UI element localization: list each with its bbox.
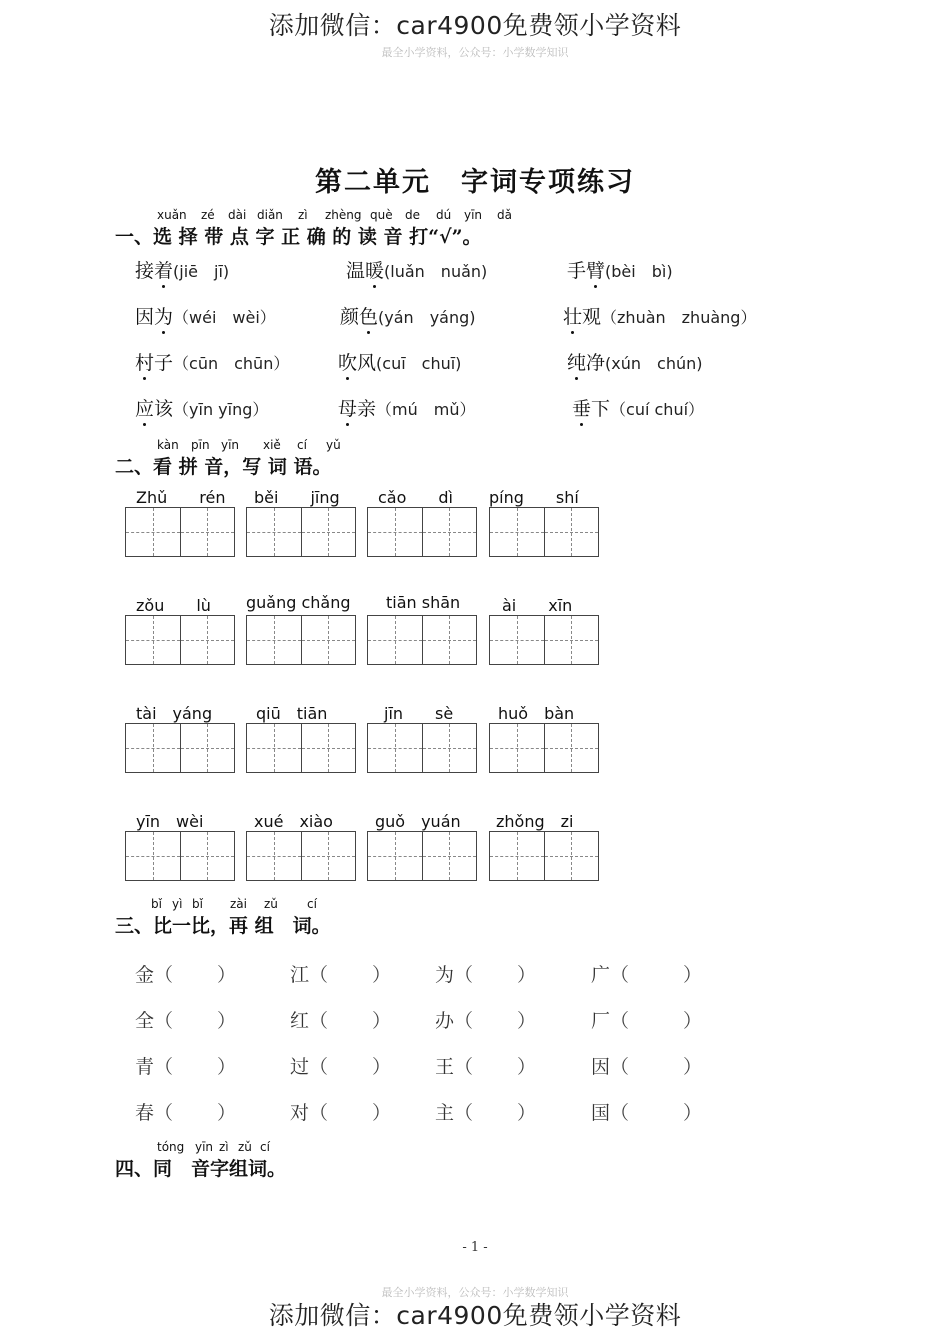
dotted-char: 色 [359, 302, 378, 329]
writing-grid[interactable] [489, 831, 599, 881]
pinyin-options[interactable]: (xún chún) [605, 354, 703, 373]
pinyin: zì [219, 1140, 229, 1154]
dotted-char: 垂 [572, 394, 591, 421]
pinyin: zì [298, 208, 308, 222]
pinyin: bǐ [151, 897, 162, 911]
watermark-top: 添加微信：car4900免费领小学资料 [268, 11, 682, 40]
choice-item: 母亲（mú mǔ） [338, 394, 476, 421]
pinyin: yì [172, 897, 183, 911]
word-pinyin: píng shí [489, 488, 579, 507]
word-pinyin: Zhǔ rén [136, 488, 226, 507]
choice-item: 纯净(xún chún) [567, 348, 703, 375]
writing-grid[interactable] [489, 723, 599, 773]
compare-item: 全（ ） [135, 1010, 237, 1032]
dotted-char: 村 [135, 348, 154, 375]
faint-footer-text: 最全小学资料，公众号：小学数学知识 [381, 1286, 569, 1299]
pinyin: tóng [157, 1140, 185, 1154]
pinyin: de [405, 208, 420, 222]
page-title [0, 160, 950, 199]
section2-heading: 二、看 拼 音，写 词 语。 [115, 456, 332, 478]
compare-item: 对（ ） [290, 1102, 392, 1124]
compare-item: 为（ ） [435, 964, 537, 986]
pinyin: diǎn [257, 208, 283, 222]
choice-item: 垂下（cuí chuí） [572, 394, 704, 421]
pinyin: zǔ [238, 1140, 252, 1154]
writing-grid[interactable] [489, 615, 599, 665]
pinyin-options[interactable]: （zhuàn zhuàng） [601, 308, 757, 327]
compare-item: 主（ ） [435, 1102, 537, 1124]
pinyin-options[interactable]: (cuī chuī) [376, 354, 462, 373]
word-pinyin: ài xīn [502, 596, 573, 615]
word-pinyin: zǒu lù [136, 596, 211, 615]
compare-item: 广（ ） [591, 964, 703, 986]
pinyin-options[interactable]: (bèi bì) [605, 262, 673, 281]
writing-grid[interactable] [125, 615, 235, 665]
dotted-char: 着 [154, 256, 173, 283]
pinyin: cí [297, 438, 307, 452]
compare-item: 厂（ ） [591, 1010, 703, 1032]
pinyin-options[interactable]: （cūn chūn） [173, 354, 290, 373]
word-pinyin: huǒ bàn [498, 704, 575, 723]
writing-grid[interactable] [367, 615, 477, 665]
dotted-char: 母 [338, 394, 357, 421]
choice-item: 村子（cūn chūn） [135, 348, 289, 375]
word-pinyin: guǎng chǎng [246, 593, 351, 612]
writing-grid[interactable] [246, 723, 356, 773]
compare-item: 办（ ） [435, 1010, 537, 1032]
writing-grid[interactable] [246, 507, 356, 557]
choice-item: 温暖(luǎn nuǎn) [346, 256, 487, 283]
pinyin-options[interactable]: （cuí chuí） [610, 400, 705, 419]
pinyin: yīn [221, 438, 240, 452]
word-pinyin: zhǒng zi [496, 812, 574, 831]
pinyin-options[interactable]: （wéi wèi） [173, 308, 276, 327]
pinyin: xuǎn [157, 208, 187, 222]
word-pinyin: běi jīng [254, 488, 340, 507]
section4-heading: 四、同 音字组词。 [115, 1158, 287, 1180]
pinyin: zài [230, 897, 247, 911]
watermark-bottom: 添加微信：car4900免费领小学资料 [268, 1301, 682, 1330]
pinyin: zǔ [264, 897, 278, 911]
pinyin: cí [307, 897, 317, 911]
writing-grid[interactable] [367, 723, 477, 773]
writing-grid[interactable] [125, 507, 235, 557]
compare-item: 国（ ） [591, 1102, 703, 1124]
pinyin: xiě [263, 438, 281, 452]
pinyin: zé [201, 208, 215, 222]
word-pinyin: qiū tiān [256, 704, 328, 723]
choice-item: 颜色(yán yáng) [340, 302, 476, 329]
pinyin: pīn [191, 438, 210, 452]
compare-item: 青（ ） [135, 1056, 237, 1078]
pinyin-options[interactable]: (luǎn nuǎn) [384, 262, 488, 281]
choice-item: 因为（wéi wèi） [135, 302, 276, 329]
pinyin: bǐ [192, 897, 203, 911]
dotted-char: 吹 [338, 348, 357, 375]
dotted-char: 暖 [365, 256, 384, 283]
pinyin-options[interactable]: (yán yáng) [378, 308, 476, 327]
word-pinyin: tiān shān [386, 593, 461, 612]
word-pinyin: cǎo dì [378, 488, 453, 507]
dotted-char: 纯 [567, 348, 586, 375]
pinyin-options[interactable]: （mú mǔ） [376, 400, 476, 419]
dotted-char: 为 [154, 302, 173, 329]
writing-grid[interactable] [246, 831, 356, 881]
writing-grid[interactable] [367, 507, 477, 557]
pinyin: zhèng [325, 208, 362, 222]
pinyin-options[interactable]: (jiē jī) [173, 262, 230, 281]
word-pinyin: jīn sè [384, 704, 454, 723]
compare-item: 金（ ） [135, 964, 237, 986]
choice-item: 手臂(bèi bì) [567, 256, 673, 283]
section3-heading: 三、比一比，再 组 词。 [115, 915, 331, 937]
title-topic: 字词专项练习 [461, 167, 635, 198]
section1-heading: 一、选 择 带 点 字 正 确 的 读 音 打“√”。 [115, 226, 482, 248]
compare-item: 江（ ） [290, 964, 392, 986]
word-pinyin: tài yáng [136, 704, 213, 723]
page-number: - 1 - [462, 1240, 488, 1255]
pinyin: dǎ [497, 208, 512, 222]
compare-item: 因（ ） [591, 1056, 703, 1078]
dotted-char: 壮 [563, 302, 582, 329]
pinyin: què [370, 208, 393, 222]
pinyin: kàn [157, 438, 179, 452]
pinyin: dài [228, 208, 247, 222]
pinyin: dú [436, 208, 452, 222]
writing-grid[interactable] [125, 831, 235, 881]
title-unit: 第二单元 [315, 167, 431, 198]
writing-grid[interactable] [125, 723, 235, 773]
writing-grid[interactable] [489, 507, 599, 557]
faint-header-text: 最全小学资料，公众号：小学数学知识 [381, 46, 569, 59]
pinyin-options[interactable]: （yīn yīng） [173, 400, 269, 419]
word-pinyin: xué xiào [254, 812, 333, 831]
pinyin: yǔ [326, 438, 341, 452]
compare-item: 春（ ） [135, 1102, 237, 1124]
compare-item: 过（ ） [290, 1056, 392, 1078]
choice-item: 吹风(cuī chuī) [338, 348, 461, 375]
choice-item: 应该（yīn yīng） [135, 394, 268, 421]
writing-grid[interactable] [367, 831, 477, 881]
writing-grid[interactable] [246, 615, 356, 665]
word-pinyin: guǒ yuán [375, 812, 461, 831]
pinyin: yīn [195, 1140, 214, 1154]
word-pinyin: yīn wèi [136, 812, 204, 831]
dotted-char: 应 [135, 394, 154, 421]
compare-item: 王（ ） [435, 1056, 537, 1078]
pinyin: cí [260, 1140, 270, 1154]
choice-item: 接着(jiē jī) [135, 256, 229, 283]
choice-item: 壮观（zhuàn zhuàng） [563, 302, 756, 329]
dotted-char: 臂 [586, 256, 605, 283]
compare-item: 红（ ） [290, 1010, 392, 1032]
pinyin: yīn [464, 208, 483, 222]
